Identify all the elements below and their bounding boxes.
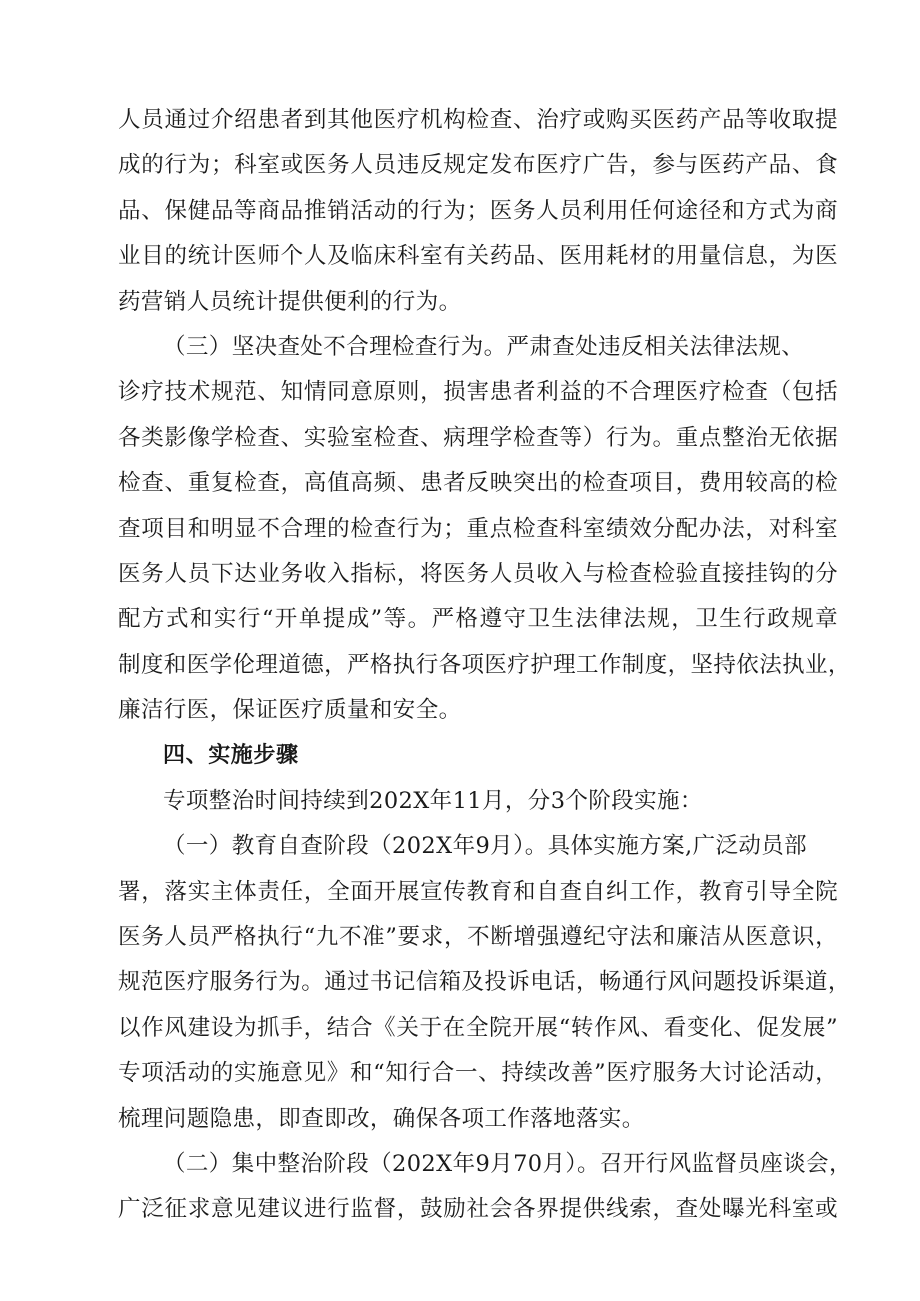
paragraph-start: （二）集中整治阶段（202X年9月70月）。召开行风监督员座谈会， [163, 1150, 852, 1177]
text-line: 药营销人员统计提供便利的行为。 [118, 288, 462, 315]
body-text [118, 98, 852, 1233]
text-line: 人员通过介绍患者到其他医疗机构检查、治疗或购买医药产品等收取提 [118, 107, 838, 133]
text-line: 查项目和明显不合理的检查行为；重点检查科室绩效分配办法，对科室 [118, 515, 838, 542]
text-line: 检查、重复检查，高值高频、患者反映突出的检查项目，费用较高的检 [118, 470, 838, 497]
paragraph-start: （三）坚决查处不合理检查行为。严肃查处违反相关法律法规、 [163, 333, 805, 360]
text-line: 署，落实主体责任，全面开展宣传教育和自查自纠工作，教育引导全院 [118, 878, 838, 905]
paragraph-start: 专项整治时间持续到202X年11月，分3个阶段实施： [163, 787, 703, 814]
text-line: 制度和医学伦理道德，严格执行各项医疗护理工作制度，坚持依法执业， [118, 651, 851, 678]
text-line: 梳理问题隐患，即查即改，确保各项工作落地落实。 [118, 1105, 645, 1132]
text-line: 医务人员严格执行“九不准”要求，不断增强遵纪守法和廉洁从医意识， [118, 924, 838, 951]
text-line: 医务人员下达业务收入指标，将医务人员收入与检查检验直接挂钩的分 [118, 560, 838, 587]
text-line: 规范医疗服务行为。通过书记信箱及投诉电话，畅通行风问题投诉渠道， [118, 969, 851, 996]
text-line: 以作风建设为抓手，结合《关于在全院开展“转作风、看变化、促发展” [118, 1014, 838, 1041]
text-line: 诊疗技术规范、知情同意原则，损害患者利益的不合理医疗检查（包括 [118, 379, 838, 406]
text-line: 业目的统计医师个人及临床科室有关药品、医用耗材的用量信息，为医 [118, 243, 838, 270]
text-line: 廉洁行医，保证医疗质量和安全。 [118, 697, 462, 724]
text-line: 专项活动的实施意见》和“知行合一、持续改善”医疗服务大讨论活动， [118, 1060, 838, 1087]
text-line: 成的行为；科室或医务人员违反规定发布医疗广告，参与医药产品、食 [118, 152, 838, 179]
text-line: 广泛征求意见建议进行监督，鼓励社会各界提供线索，查处曝光科室或 [118, 1196, 838, 1223]
paragraph-start: （一）教育自查阶段（202X年9月）。具体实施方案,广泛动员部 [163, 833, 808, 860]
text-line: 配方式和实行“开单提成”等。严格遵守卫生法律法规，卫生行政规章 [118, 606, 838, 633]
text-line: 品、保健品等商品推销活动的行为；医务人员利用任何途径和方式为商 [118, 197, 838, 224]
section-heading: 四、实施步骤 [163, 743, 299, 769]
text-line: 各类影像学检查、实验室检查、病理学检查等）行为。重点整治无依据 [118, 424, 838, 451]
